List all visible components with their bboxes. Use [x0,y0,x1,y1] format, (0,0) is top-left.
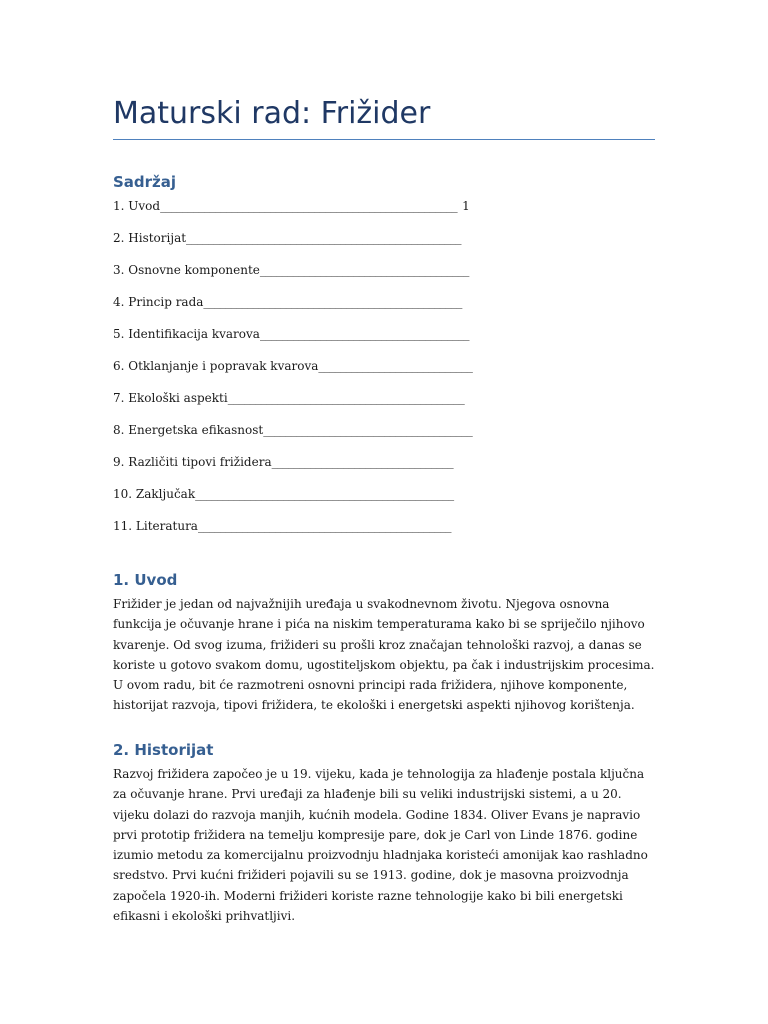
toc-leader: _______________________________________________ [195,487,454,501]
toc-item[interactable] [113,230,673,262]
section-heading-historijat: 2. Historijat [113,741,214,759]
toc-leader: ___________________________________________ [227,391,465,405]
toc-item-label: 8. Energetska efikasnost [113,423,264,437]
toc-item[interactable] [113,390,673,422]
toc-item-label: 10. Zaključak [113,487,196,501]
toc-leader: _________________________________ [271,455,454,469]
toc-item-label: 5. Identifikacija kvarova [113,327,260,341]
toc-item[interactable] [113,358,673,390]
toc-item-label: 1. Uvod [113,199,161,213]
toc-heading: Sadržaj [113,173,177,191]
title-divider [113,139,655,140]
toc-leader: ____________________________ [318,359,473,373]
toc-item[interactable] [113,454,673,486]
toc-item-label: 2. Historijat [113,231,187,245]
toc-item[interactable] [113,518,673,550]
toc-item-label: 7. Ekološki aspekti [113,391,228,405]
toc-item-label: 9. Različiti tipovi frižidera [113,455,272,469]
document-title: Maturski rad: Frižider [113,96,431,131]
toc-leader: ______________________________________________ [197,519,451,533]
toc-leader: _______________________________________________ [203,295,462,309]
section-text-historijat: Razvoj frižidera započeo je u 19. vijeku, kada je tehnologija za hlađenje postala ključna za očuvanje hrane. Prvi uređaji za hlađenje bili su veliki industrijski sistemi, a u 20. vijeku dolazi do razvoja manjih, kućnih modela. Godine 1834. Oliver Evans je napravio prvi prototip frižidera na temelju kompresije pare, dok je Carl von Linde 1876. godine izumio metodu za komercijalnu proizvodnju hladnjaka koristeći amonijak kao rashladno sredstvo. Prvi kućni frižideri pojavili su se 1913. godine, dok je masovna proizvodnja započela 1920-ih. Moderni frižideri koriste razne tehnologije kako bi bili energetski efikasni i ekološki prihvatljivi. [113,767,648,924]
toc-page-number: 1 [462,199,470,213]
toc-item[interactable] [113,486,673,518]
toc-item-label: 11. Literatura [113,519,198,533]
table-of-contents [113,198,673,550]
toc-item[interactable] [113,422,673,454]
toc-item-label: 3. Osnovne komponente [113,263,260,277]
toc-item-label: 6. Otklanjanje i popravak kvarova [113,359,319,373]
toc-item[interactable] [113,198,673,230]
toc-item[interactable] [113,326,673,358]
toc-leader: ______________________________________ [263,423,473,437]
toc-leader: ______________________________________________________ [160,199,458,213]
toc-leader: ______________________________________ [259,263,469,277]
toc-item[interactable] [113,262,673,294]
toc-leader: ______________________________________ [259,327,469,341]
toc-item[interactable] [113,294,673,326]
section-heading-uvod: 1. Uvod [113,571,178,589]
section-text-uvod: Frižider je jedan od najvažnijih uređaja u svakodnevnom životu. Njegova osnovna funkcija je očuvanje hrane i pića na niskim temperaturama kako bi se spriječilo njihovo kvarenje. Od svog izuma, frižideri su prošli kroz značajan tehnološki razvoj, a danas se koriste u gotovo svakom domu, ugostiteljskom objektu, pa čak i industrijskim procesima. U ovom radu, bit će razmotreni osnovni principi rada frižidera, njihove komponente, historijat razvoja, tipovi frižidera, te ekološki i energetski aspekti njihovog korištenja. [113,597,655,713]
toc-item-label: 4. Princip rada [113,295,204,309]
toc-leader: __________________________________________________ [186,231,462,245]
